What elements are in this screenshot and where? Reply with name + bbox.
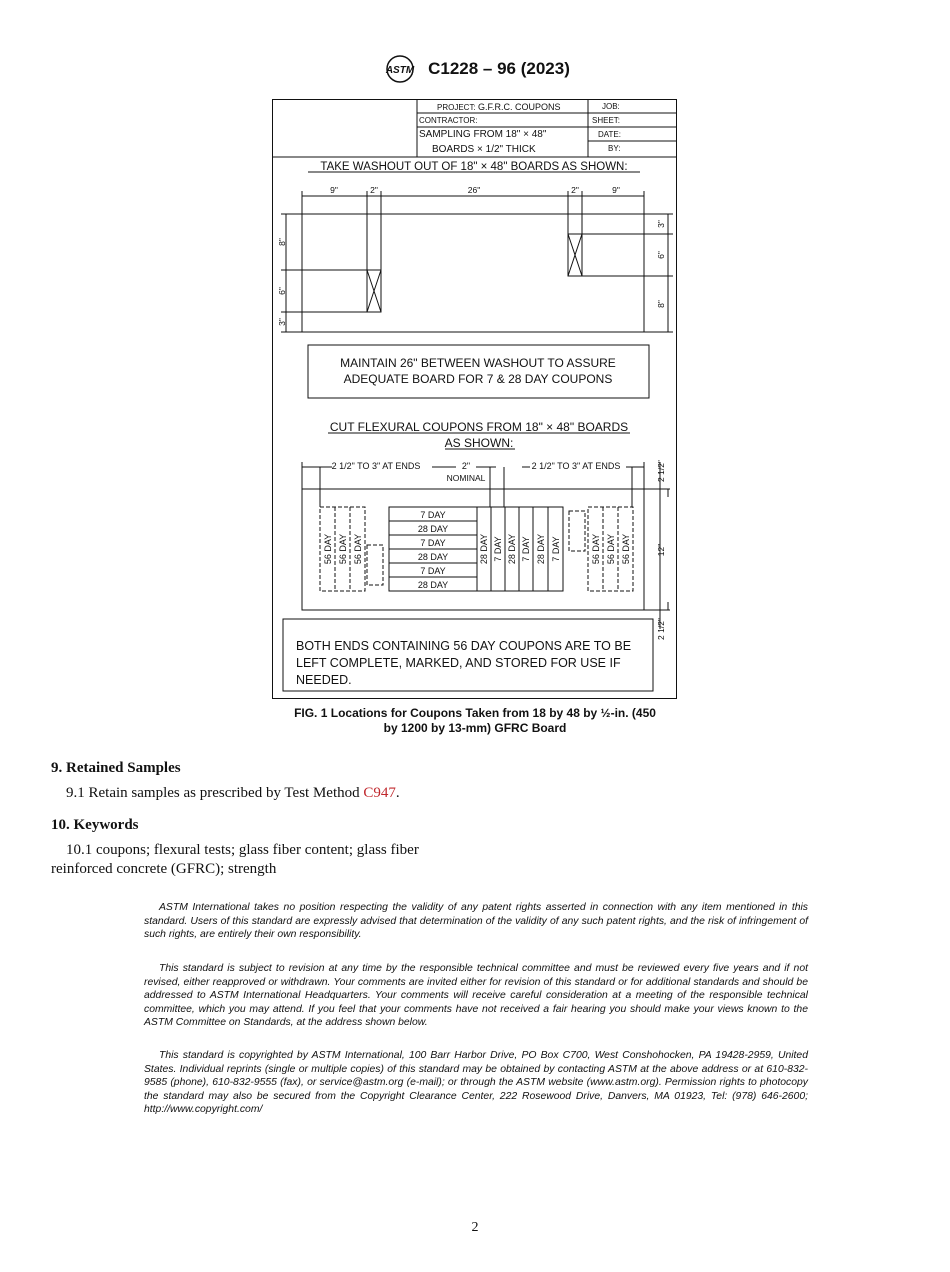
svg-text:TAKE WASHOUT OUT OF 18" × 48": TAKE WASHOUT OUT OF 18" × 48" BOARDS AS SHOWN: bbox=[320, 161, 628, 173]
svg-text:7 DAY: 7 DAY bbox=[420, 510, 446, 520]
astm-logo-icon bbox=[380, 54, 420, 84]
svg-text:6": 6" bbox=[656, 251, 666, 259]
svg-text:56 DAY: 56 DAY bbox=[591, 533, 601, 565]
svg-text:9": 9" bbox=[330, 185, 338, 195]
standard-designation: C1228 – 96 (2023) bbox=[428, 59, 570, 78]
svg-text:9": 9" bbox=[612, 185, 620, 195]
svg-text:CUT FLEXURAL COUPONS FROM 18": CUT FLEXURAL COUPONS FROM 18" × 48" BOARDS bbox=[329, 420, 629, 434]
svg-text:56 DAY: 56 DAY bbox=[323, 533, 333, 565]
svg-text:AS SHOWN:: AS SHOWN: bbox=[444, 436, 514, 450]
svg-text:BOARDS × 1/2" THICK: BOARDS × 1/2" THICK bbox=[432, 144, 536, 155]
svg-text:7 DAY: 7 DAY bbox=[420, 566, 446, 576]
svg-text:7 DAY: 7 DAY bbox=[493, 536, 503, 562]
svg-text:2": 2" bbox=[571, 185, 579, 195]
svg-text:2 1/2" TO 3" AT ENDS: 2 1/2" TO 3" AT ENDS bbox=[531, 461, 621, 471]
svg-text:PROJECT:: PROJECT: bbox=[437, 103, 476, 112]
svg-text:BY:: BY: bbox=[608, 144, 621, 153]
svg-text:6": 6" bbox=[277, 287, 287, 295]
svg-text:56 DAY: 56 DAY bbox=[338, 533, 348, 565]
svg-text:3": 3" bbox=[656, 220, 666, 228]
svg-text:56 DAY: 56 DAY bbox=[606, 533, 616, 565]
board-washout bbox=[302, 214, 644, 332]
svg-text:CONTRACTOR:: CONTRACTOR: bbox=[419, 116, 478, 125]
svg-text:2": 2" bbox=[370, 185, 378, 195]
svg-text:ADEQUATE BOARD FOR 7 & 28 DAY: ADEQUATE BOARD FOR 7 & 28 DAY COUPONS bbox=[343, 372, 613, 386]
section-10-heading: 10. Keywords bbox=[51, 817, 139, 833]
section-9-heading: 9. Retained Samples bbox=[51, 760, 181, 776]
svg-text:28 DAY: 28 DAY bbox=[479, 533, 489, 565]
svg-text:G.F.R.C. COUPONS: G.F.R.C. COUPONS bbox=[478, 102, 561, 112]
svg-text:28 DAY: 28 DAY bbox=[417, 580, 449, 590]
svg-text:2": 2" bbox=[461, 461, 471, 471]
svg-text:8": 8" bbox=[656, 300, 666, 308]
legal-copyright: This standard is copyrighted by ASTM International, 100 Barr Harbor Drive, PO Box C700, West Conshohocken, PA 19428-2959, United States. Individual reprints (single or multiple copies) of this standard may be obtained by contacting ASTM at the above address or at 610-832-9585 (phone), 610-832-9555 (fax), or service@astm.org (e-mail); or through the ASTM website (www.astm.org). Permission rights to photocopy the standard may also be secured from the Copyright Clearance Center, 222 Rosewood Drive, Danvers, MA 01923, Tel: (978) 646-2600; http://www.copyright.com/ bbox=[144, 1050, 808, 1116]
c947-link[interactable]: C947 bbox=[363, 785, 396, 801]
svg-text:26": 26" bbox=[467, 185, 481, 195]
svg-text:SHEET:: SHEET: bbox=[592, 116, 621, 125]
legal-patent: ASTM International takes no position respecting the validity of any patent rights asserted in connection with any item mentioned in this standard. Users of this standard are expressly advised that determination of the validity of any such patent rights, and the risk of infringement of such rights, are entirely their own responsibility. bbox=[144, 902, 808, 941]
svg-text:28 DAY: 28 DAY bbox=[417, 524, 449, 534]
page-header bbox=[0, 54, 950, 84]
svg-text:DATE:: DATE: bbox=[598, 130, 621, 139]
svg-text:56 DAY: 56 DAY bbox=[353, 533, 363, 565]
legal-revision: This standard is subject to revision at any time by the responsible technical committee and must be reviewed every five years and if not revised, either reapproved or withdrawn. Your comments are invited either for revision of this standard or for additional standards and should be addressed to ASTM International Headquarters. Your comments will receive careful consideration at a meeting of the responsible technical committee, which you may attend. If you feel that your comments have not received a fair hearing you should make your views known to the ASTM Committee on Standards, at the address shown below. bbox=[144, 963, 808, 1029]
svg-text:7 DAY: 7 DAY bbox=[420, 538, 446, 548]
svg-text:7 DAY: 7 DAY bbox=[551, 536, 561, 562]
svg-text:56 DAY: 56 DAY bbox=[621, 533, 631, 565]
svg-text:BOTH ENDS CONTAINING 56 DAY CO: BOTH ENDS CONTAINING 56 DAY COUPONS ARE TO BE bbox=[296, 639, 632, 653]
svg-text:SAMPLING FROM 18" × 48": SAMPLING FROM 18" × 48" bbox=[419, 129, 547, 140]
svg-text:3": 3" bbox=[277, 318, 287, 326]
svg-text:JOB:: JOB: bbox=[602, 102, 620, 111]
svg-text:2 1/2": 2 1/2" bbox=[656, 618, 666, 640]
svg-text:2 1/2" TO 3" AT ENDS: 2 1/2" TO 3" AT ENDS bbox=[331, 461, 421, 471]
svg-text:MAINTAIN 26" BETWEEN WASHOUT T: MAINTAIN 26" BETWEEN WASHOUT TO ASSURE bbox=[340, 356, 616, 370]
figure-caption: FIG. 1 Locations for Coupons Taken from 18 by 48 by ½-in. (450 by 1200 by 13-mm) GFRC Board bbox=[294, 706, 656, 735]
svg-text:12": 12" bbox=[656, 543, 666, 557]
section-10-1-line2: reinforced concrete (GFRC); strength bbox=[51, 861, 277, 877]
figure-1-drawing bbox=[272, 99, 677, 699]
svg-text:28 DAY: 28 DAY bbox=[417, 552, 449, 562]
page-number: 2 bbox=[471, 1220, 479, 1235]
svg-text:LEFT COMPLETE, MARKED, AND STO: LEFT COMPLETE, MARKED, AND STORED FOR USE IF bbox=[296, 656, 621, 670]
svg-text:NEEDED.: NEEDED. bbox=[296, 673, 352, 687]
section-9-1-text: 9.1 Retain samples as prescribed by Test Method C947. bbox=[66, 785, 400, 801]
svg-text:8": 8" bbox=[277, 238, 287, 246]
svg-text:NOMINAL: NOMINAL bbox=[446, 473, 486, 483]
svg-text:28 DAY: 28 DAY bbox=[536, 533, 546, 565]
svg-text:28 DAY: 28 DAY bbox=[507, 533, 517, 565]
astm-logo-text: ASTM bbox=[385, 65, 415, 76]
svg-text:2 1/2": 2 1/2" bbox=[656, 460, 666, 482]
svg-text:7 DAY: 7 DAY bbox=[521, 536, 531, 562]
section-10-1-line1: 10.1 coupons; flexural tests; glass fiber content; glass fiber bbox=[66, 842, 419, 858]
